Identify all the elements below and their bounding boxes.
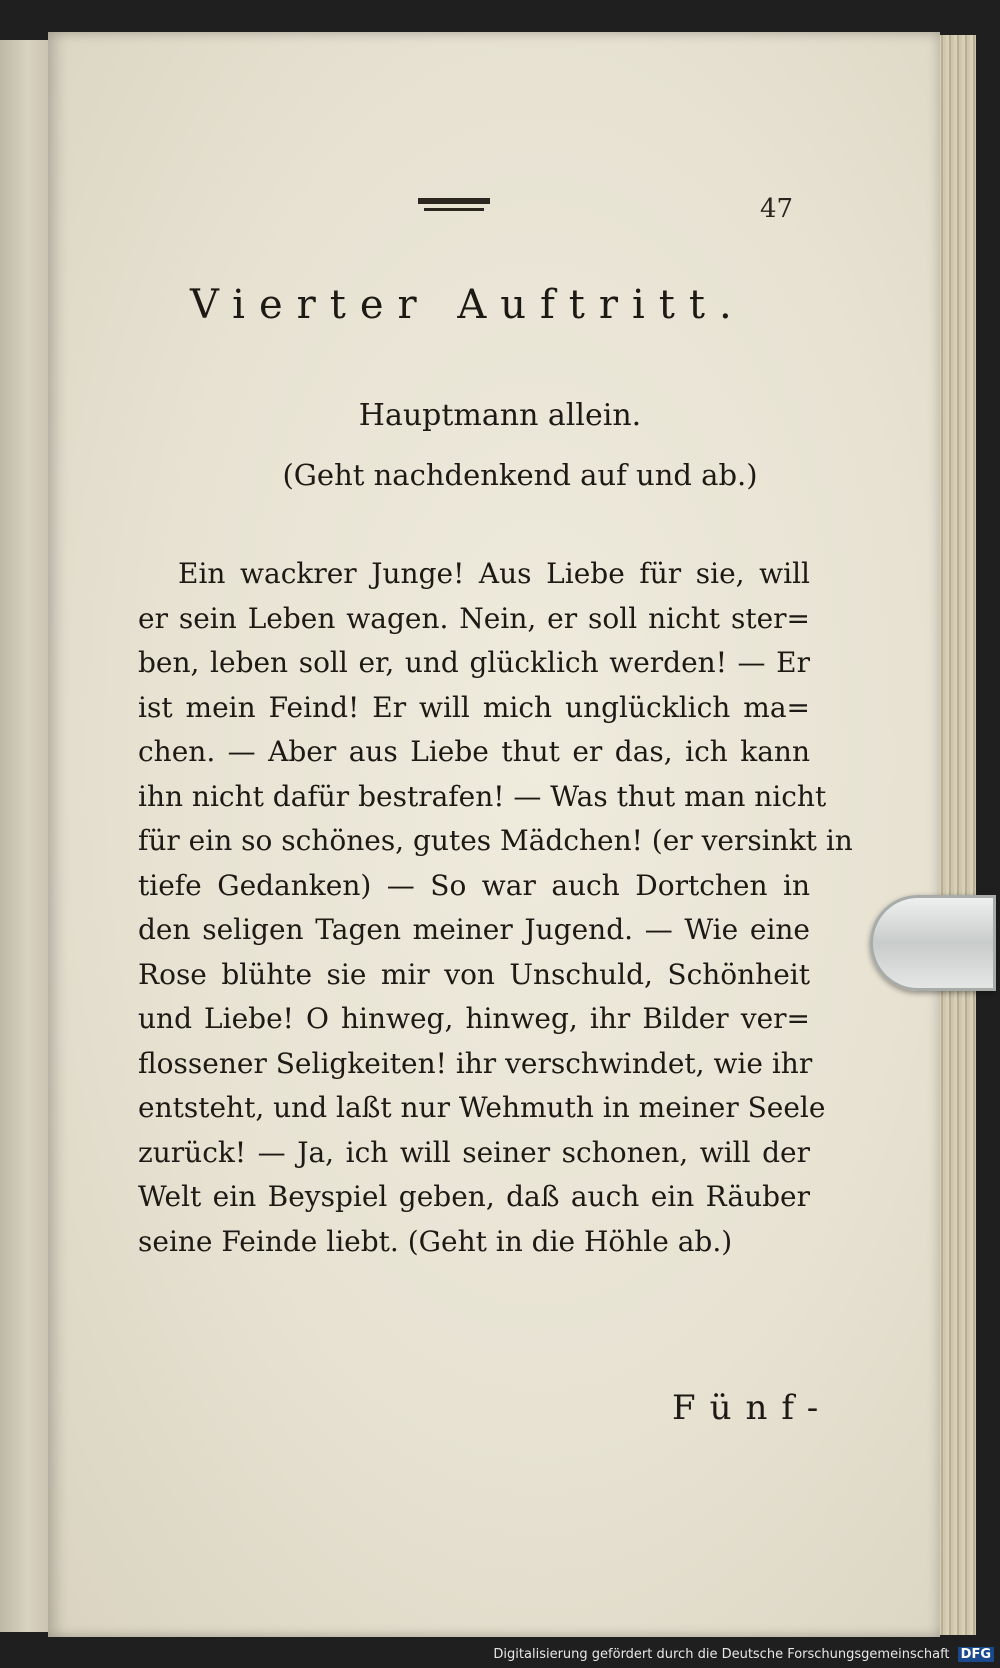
text-line: chen. — Aber aus Liebe thut er das, ich kann <box>138 735 810 768</box>
text-line: entsteht, und laßt nur Wehmuth in meiner Seele <box>138 1091 826 1124</box>
text-line: zurück! — Ja, ich will seiner schonen, will der <box>138 1135 810 1169</box>
text-line: ben, leben soll er, und glücklich werden! — Er <box>138 646 810 679</box>
text-line: flossener Seligkeiten! ihr verschwindet, wie ihr <box>138 1046 813 1080</box>
text-line: Welt ein Beyspiel geben, daß auch ein Räuber <box>138 1180 810 1213</box>
scene-title: Vierter Auftritt. <box>190 282 746 328</box>
text-line: für ein so schönes, gutes Mädchen! (er versinkt in <box>138 824 853 857</box>
text-line: er sein Leben wagen. Nein, er soll nicht ster= <box>138 601 810 635</box>
header-ornament <box>418 196 490 216</box>
speaker-heading: Hauptmann allein. <box>358 398 642 433</box>
text-line: seine Feinde liebt. (Geht in die Höhle ab.) <box>138 1224 733 1258</box>
credit-text: Digitalisierung gefördert durch die Deutsche Forschungsgemeinschaft <box>493 1647 950 1662</box>
stage-direction: (Geht nachdenkend auf und ab.) <box>282 458 758 492</box>
text-line: Rose blühte sie mir von Unschuld, Schönheit <box>138 957 810 991</box>
text-line: Ein wackrer Junge! Aus Liebe für sie, will <box>178 557 810 590</box>
page-number: 47 <box>760 194 794 224</box>
text-line: den seligen Tagen meiner Jugend. — Wie eine <box>138 913 810 946</box>
digitization-credit <box>493 1647 994 1662</box>
body-text <box>138 552 853 1264</box>
catchword: Fünf- <box>672 1388 833 1428</box>
facing-page-edge <box>0 40 52 1632</box>
dfg-logo: DFG <box>958 1647 994 1662</box>
page-clip <box>870 895 996 991</box>
text-line: ihn nicht dafür bestrafen! — Was thut man nicht <box>138 779 827 813</box>
text-line: und Liebe! O hinweg, hinweg, ihr Bilder ver= <box>138 1002 810 1035</box>
text-line: ist mein Feind! Er will mich unglücklich ma= <box>138 690 810 724</box>
text-line: tiefe Gedanken) — So war auch Dortchen in <box>138 868 810 902</box>
